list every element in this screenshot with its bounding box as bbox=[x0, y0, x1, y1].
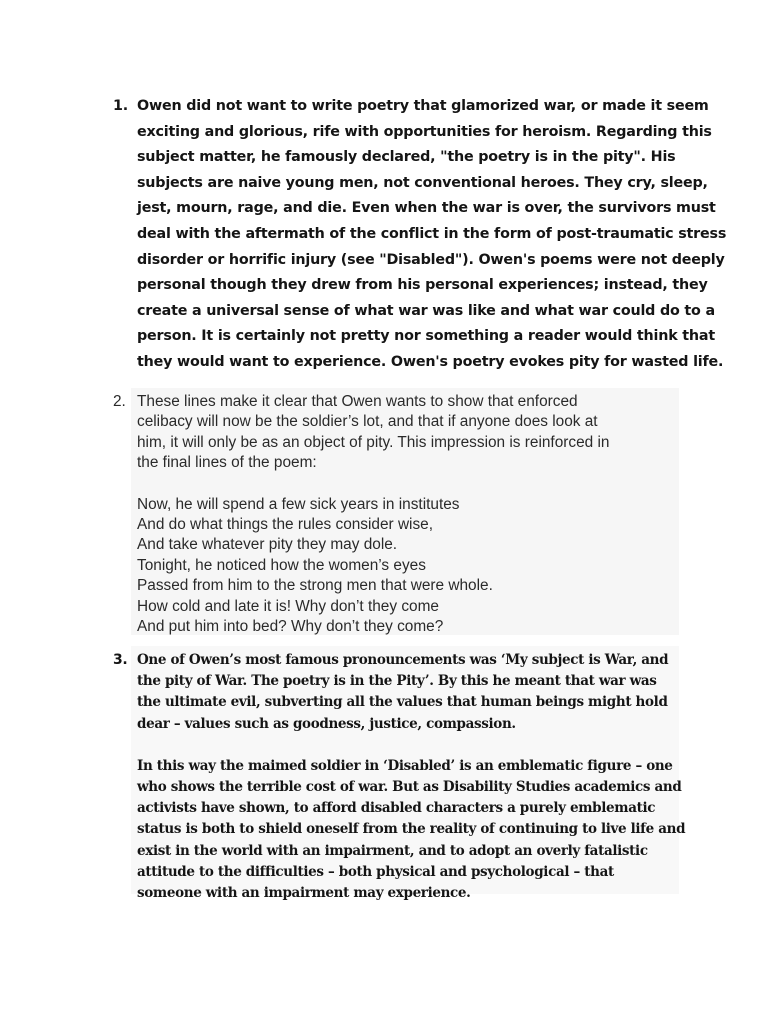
paragraph-line: jest, mourn, rage, and die. Even when the war is over, the survivors must bbox=[137, 200, 716, 217]
poem-line: And do what things the rules consider wise, bbox=[137, 516, 434, 534]
paragraph-line: In this way the maimed soldier in ‘Disabled’ is an emblematic figure – one bbox=[137, 757, 673, 774]
intro-line: him, it will only be as an object of pity. This impression is reinforced in bbox=[137, 433, 610, 451]
paragraph-line: person. It is certainly not pretty nor something a reader would think that bbox=[137, 328, 715, 345]
item-3-content bbox=[137, 650, 685, 904]
list-number: 2. bbox=[113, 393, 126, 410]
paragraph-line: subjects are naive young men, not conventional heroes. They cry, sleep, bbox=[137, 174, 708, 191]
poem-line: And take whatever pity they may dole. bbox=[137, 536, 398, 554]
paragraph-line: activists have shown, to afford disabled characters a purely emblematic bbox=[137, 800, 656, 817]
paragraph-line: subject matter, he famously declared, "the poetry is in the pity". His bbox=[137, 149, 676, 166]
paragraph-gap bbox=[137, 474, 609, 495]
poem-line: How cold and late it is! Why don’t they come bbox=[137, 597, 439, 615]
paragraph-line: Owen did not want to write poetry that glamorized war, or made it seem bbox=[137, 98, 709, 114]
paragraph-line: dear – values such as goodness, justice, compassion. bbox=[137, 715, 516, 732]
poem-line: And put him into bed? Why don’t they come? bbox=[137, 618, 444, 636]
paragraph-line: someone with an impairment may experience. bbox=[137, 885, 471, 902]
paragraph-gap bbox=[137, 735, 685, 756]
paragraph-line: attitude to the difficulties – both physical and psychological – that bbox=[137, 863, 614, 880]
poem-line: Tonight, he noticed how the women’s eyes bbox=[137, 556, 426, 574]
list-number: 3. bbox=[113, 652, 128, 668]
paragraph-line: deal with the aftermath of the conflict in the form of post-traumatic stress bbox=[137, 225, 727, 242]
intro-line: celibacy will now be the soldier’s lot, and that if anyone does look at bbox=[137, 413, 598, 431]
item-2-content bbox=[137, 392, 609, 637]
poem-line: Passed from him to the strong men that were whole. bbox=[137, 577, 493, 595]
poem-line: Now, he will spend a few sick years in institutes bbox=[137, 495, 460, 513]
paragraph-line: they would want to experience. Owen's poetry evokes pity for wasted life. bbox=[137, 353, 724, 370]
list-number: 1. bbox=[113, 98, 128, 114]
item-1-paragraph bbox=[137, 94, 726, 376]
paragraph-line: exist in the world with an impairment, and to adopt an overly fatalistic bbox=[137, 842, 648, 859]
paragraph-line: disorder or horrific injury (see "Disabled"). Owen's poems were not deeply bbox=[137, 251, 725, 268]
paragraph-line: exciting and glorious, rife with opportunities for heroism. Regarding this bbox=[137, 123, 712, 140]
paragraph-line: the ultimate evil, subverting all the values that human beings might hold bbox=[137, 694, 668, 711]
paragraph-line: One of Owen’s most famous pronouncements was ‘My subject is War, and bbox=[137, 652, 669, 668]
intro-line: These lines make it clear that Owen wants to show that enforced bbox=[137, 393, 578, 410]
paragraph-line: who shows the terrible cost of war. But as Disability Studies academics and bbox=[137, 779, 682, 796]
intro-line: the final lines of the poem: bbox=[137, 454, 317, 472]
paragraph-line: personal though they drew from his personal experiences; instead, they bbox=[137, 277, 708, 294]
paragraph-line: status is both to shield oneself from the reality of continuing to live life and bbox=[137, 821, 686, 838]
paragraph-line: create a universal sense of what war was like and what war could do to a bbox=[137, 302, 715, 319]
paragraph-line: the pity of War. The poetry is in the Pity’. By this he meant that war was bbox=[137, 673, 657, 690]
